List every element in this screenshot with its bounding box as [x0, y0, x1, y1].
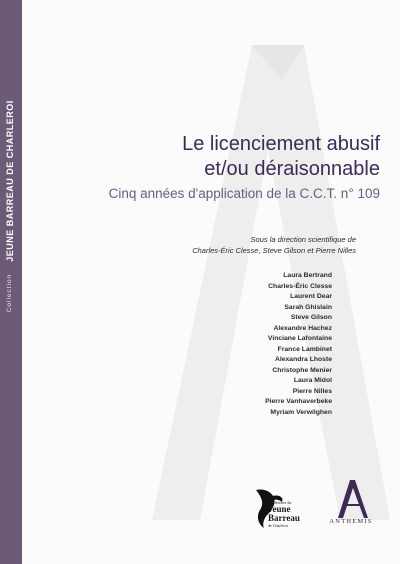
- author-name: France Lambinet: [277, 345, 332, 353]
- author-name: Myriam Verwilghen: [270, 408, 332, 416]
- publisher-name: ANTHEMIS: [329, 518, 373, 525]
- author-name: Laura Bertrand: [283, 272, 332, 279]
- author-name: Christophe Menier: [272, 366, 332, 374]
- direction-editors: Charles-Éric Clesse, Steve Gilson et Pierre Nilles: [192, 246, 356, 255]
- scientific-direction: [60, 234, 356, 256]
- book-title-line1: Le licenciement abusif: [182, 133, 380, 155]
- jeune-barreau-logo: Conférence du Jeune Barreau de Charleroi: [268, 500, 300, 528]
- author-name: Alexandre Hachez: [273, 324, 332, 332]
- author-name: Sarah Ghislain: [284, 303, 332, 311]
- series-title: JEUNE BARREAU DE CHARLEROI: [5, 100, 15, 262]
- author-name: Steve Gilson: [290, 314, 332, 321]
- direction-label: Sous la direction scientifique de: [250, 235, 356, 244]
- anthemis-logo-icon: [334, 478, 370, 518]
- author-list: [200, 271, 332, 418]
- collection-label: Collection: [6, 273, 13, 313]
- book-subtitle: Cinq années d'application de la C.C.T. n° 109: [108, 186, 380, 201]
- author-name: Laura Midol: [293, 377, 332, 384]
- author-name: Charles-Éric Clesse: [268, 282, 332, 290]
- author-name: Pierre Nilles: [292, 387, 332, 395]
- author-name: Alexandra Lhoste: [274, 356, 332, 363]
- series-spine: [0, 0, 22, 564]
- author-name: Pierre Vanhaverbeke: [265, 398, 332, 405]
- author-name: Vinciane Lafontaine: [267, 335, 332, 342]
- author-name: Laurent Dear: [290, 293, 332, 300]
- book-title-line2: et/ou déraisonnable: [204, 158, 380, 180]
